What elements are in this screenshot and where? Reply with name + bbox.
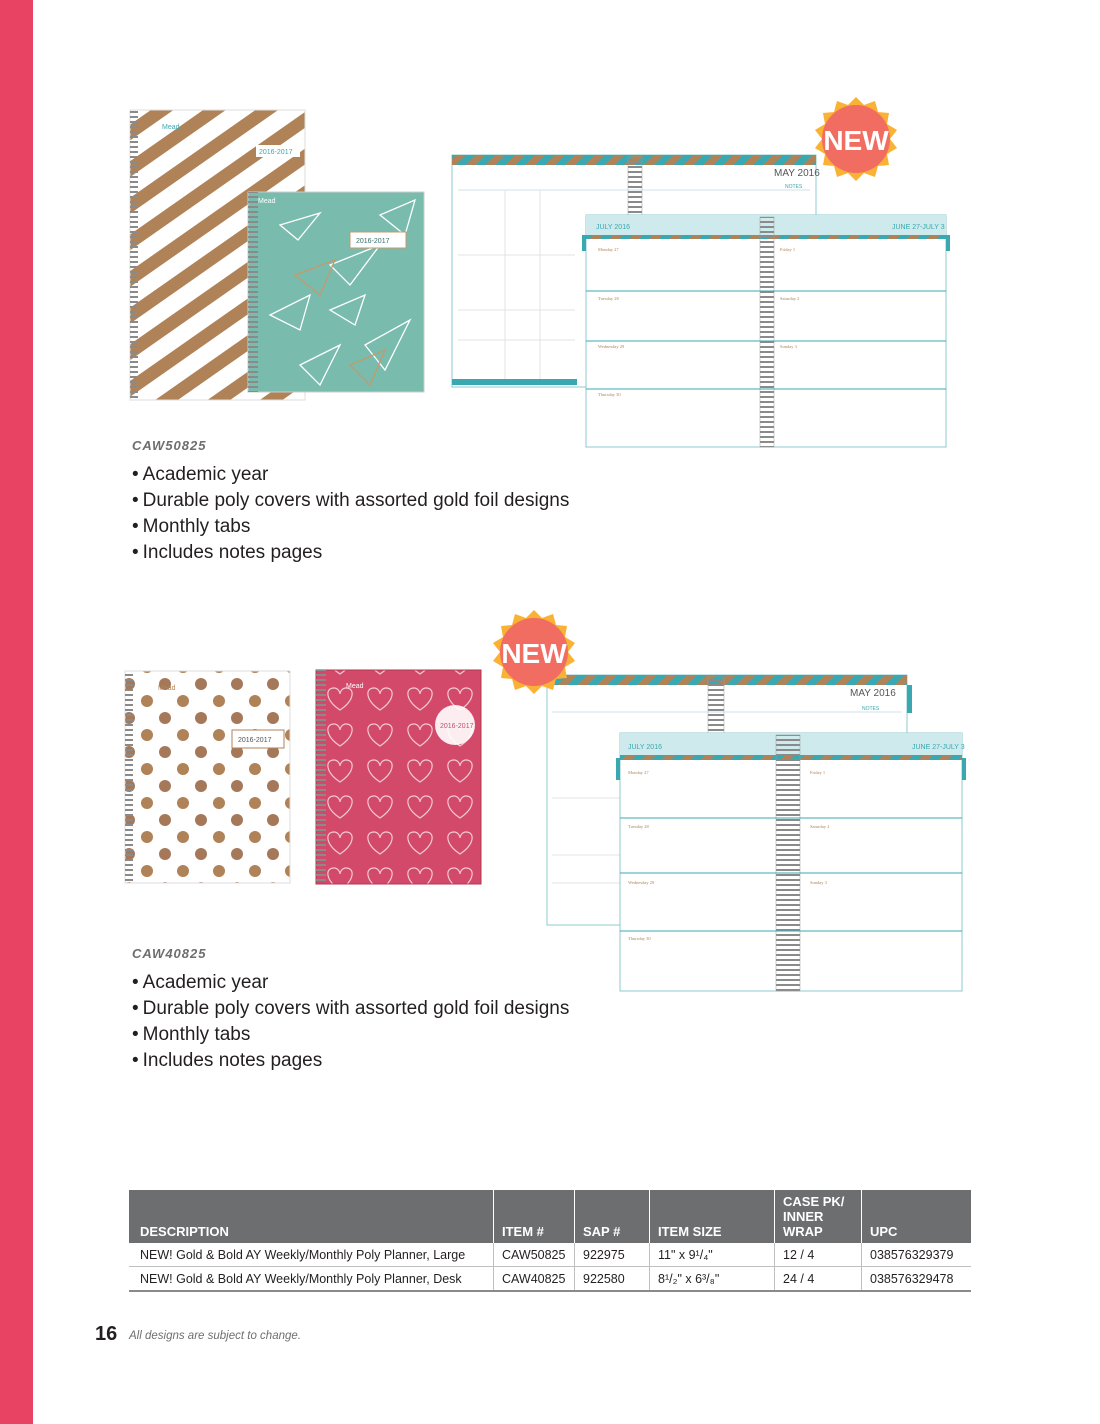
weekly-left-title: JULY 2016 xyxy=(596,224,630,231)
feature-item: • Monthly tabs xyxy=(132,1022,569,1048)
weekly-right-title: JUNE 27-JULY 3 xyxy=(892,224,945,231)
cell-sap: 922580 xyxy=(575,1267,650,1292)
table-row xyxy=(129,1243,971,1267)
weekly-day-label: Wednesday 29 xyxy=(598,344,625,349)
weekly-day-label: Monday 27 xyxy=(598,247,619,252)
product-spec-table xyxy=(129,1190,971,1292)
weekly-day-label: Tuesday 28 xyxy=(628,824,649,829)
feature-item: • Includes notes pages xyxy=(132,1048,569,1074)
header-case-pk: CASE PK/ INNER WRAP xyxy=(775,1190,862,1243)
feature-list xyxy=(132,462,569,566)
cell-upc: 038576329478 xyxy=(862,1267,972,1292)
cover-year-a: 2016-2017 xyxy=(259,149,293,156)
mead-logo-icon: Mead xyxy=(162,124,180,131)
mead-logo-icon: Mead xyxy=(158,685,176,692)
monthly-title: MAY 2016 xyxy=(774,168,820,179)
hearts-notebook-cover xyxy=(316,670,481,884)
weekly-day-label: Friday 1 xyxy=(810,770,826,775)
paper-planes-notebook-cover xyxy=(248,192,424,392)
cell-description: NEW! Gold & Bold AY Weekly/Monthly Poly Planner, Large xyxy=(129,1243,494,1267)
weekly-day-label: Thursday 30 xyxy=(628,936,651,941)
weekly-planner-spread xyxy=(582,215,950,447)
weekly-day-label: Sunday 3 xyxy=(810,880,827,885)
cell-upc: 038576329379 xyxy=(862,1243,972,1267)
mead-logo-icon: Mead xyxy=(258,198,276,205)
weekly-day-label: Monday 27 xyxy=(628,770,649,775)
cell-item: CAW40825 xyxy=(494,1267,575,1292)
new-badge-label: NEW xyxy=(501,638,567,669)
feature-item: • Monthly tabs xyxy=(132,514,569,540)
weekly-planner-spread xyxy=(616,733,966,991)
feature-item: • Academic year xyxy=(132,970,569,996)
feature-list xyxy=(132,970,569,1074)
feature-item: • Academic year xyxy=(132,462,569,488)
page-number: 16 xyxy=(95,1323,118,1345)
header-upc: UPC xyxy=(862,1190,972,1243)
weekly-day-label: Thursday 30 xyxy=(598,392,621,397)
feature-item: • Includes notes pages xyxy=(132,540,569,566)
cell-size: 11" x 9¹/₄" xyxy=(650,1243,775,1267)
monthly-notes-label: NOTES xyxy=(785,184,803,190)
weekly-left-title: JULY 2016 xyxy=(628,744,662,751)
new-badge-label: NEW xyxy=(823,125,889,156)
table-header-row xyxy=(129,1190,971,1243)
feature-item: • Durable poly covers with assorted gold foil designs xyxy=(132,488,569,514)
footer-disclaimer: All designs are subject to change. xyxy=(129,1330,301,1342)
cell-description: NEW! Gold & Bold AY Weekly/Monthly Poly Planner, Desk xyxy=(129,1267,494,1292)
header-sap: SAP # xyxy=(575,1190,650,1243)
side-color-band xyxy=(0,0,33,1424)
weekly-right-title: JUNE 27-JULY 3 xyxy=(912,744,965,751)
weekly-day-label: Wednesday 29 xyxy=(628,880,655,885)
cell-size: 8¹/₂" x 6³/₈" xyxy=(650,1267,775,1292)
feature-item: • Durable poly covers with assorted gold foil designs xyxy=(132,996,569,1022)
weekly-day-label: Sunday 3 xyxy=(780,344,797,349)
cover-year-b: 2016-2017 xyxy=(356,238,390,245)
cover-year-a: 2016-2017 xyxy=(238,737,272,744)
cell-case: 12 / 4 xyxy=(775,1243,862,1267)
cell-item: CAW50825 xyxy=(494,1243,575,1267)
header-description: DESCRIPTION xyxy=(129,1190,494,1243)
mead-logo-icon: Mead xyxy=(346,683,364,690)
header-item: ITEM # xyxy=(494,1190,575,1243)
cell-sap: 922975 xyxy=(575,1243,650,1267)
cell-case: 24 / 4 xyxy=(775,1267,862,1292)
product-2-images xyxy=(120,608,980,998)
cover-year-b: 2016-2017 xyxy=(440,723,474,730)
weekly-day-label: Saturday 2 xyxy=(780,296,800,301)
polka-dot-notebook-cover xyxy=(125,671,290,883)
weekly-day-label: Friday 1 xyxy=(780,247,796,252)
product-1-images xyxy=(120,95,980,455)
weekly-day-label: Tuesday 28 xyxy=(598,296,619,301)
item-code: CAW40825 xyxy=(132,946,207,961)
new-badge-icon xyxy=(815,97,897,181)
monthly-title: MAY 2016 xyxy=(850,688,896,699)
header-item-size: ITEM SIZE xyxy=(650,1190,775,1243)
table-row xyxy=(129,1267,971,1292)
weekly-day-label: Saturday 2 xyxy=(810,824,830,829)
monthly-notes-label: NOTES xyxy=(862,706,880,712)
item-code: CAW50825 xyxy=(132,438,207,453)
